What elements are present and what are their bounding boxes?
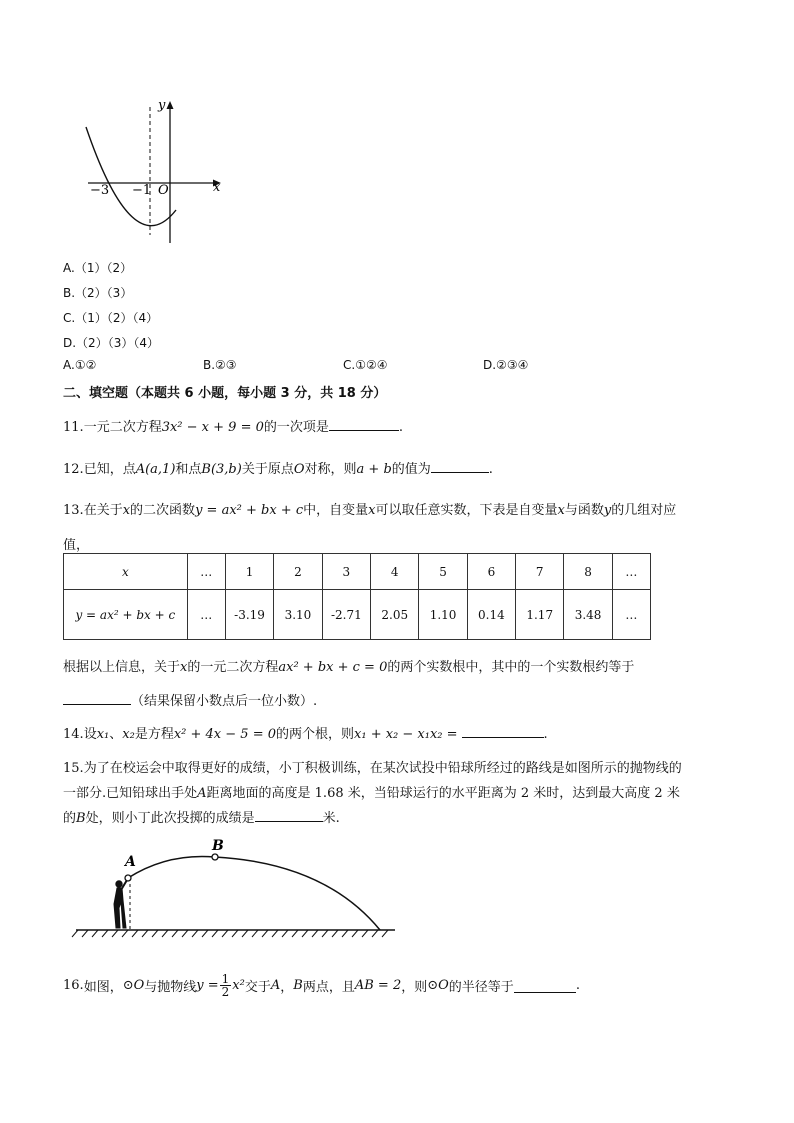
q15-text: 为了在校运会中取得更好的成绩，小丁积极训练，在某次试投中铅球所经过的路线是如图所示的抛物线的: [83, 761, 682, 776]
table-cell: 2.05: [371, 590, 419, 640]
q16-frac-numerator: 1: [221, 971, 230, 986]
q15-text: 距离地面的高度是 1.68 米，当铅球运行的水平距离为 2 米时，达到最大高度 2 米: [206, 786, 680, 801]
table-cell: …: [612, 590, 650, 640]
table-cell: 3.10: [274, 590, 322, 640]
q12-post: 的值为: [391, 462, 431, 477]
q11-number: 11.: [63, 420, 84, 435]
q16-text: 两点，且: [302, 979, 355, 995]
choice-d: D.②③④: [483, 358, 529, 372]
q13-text: 的几组对应: [611, 503, 677, 518]
q13-text: 中，自变量: [303, 503, 369, 518]
table-cell: -3.19: [225, 590, 273, 640]
q13-var-x: x: [180, 660, 188, 675]
q13-text: 在关于: [83, 503, 123, 518]
q16-point-b: B: [293, 977, 303, 993]
q15-text: 处，则小丁此次投掷的成绩是: [85, 811, 255, 826]
q13-var-x: x: [557, 503, 565, 518]
choice-c: C.①②④: [343, 358, 388, 372]
q16-end: .: [575, 977, 580, 993]
graph-tick-neg3: −3: [90, 183, 110, 198]
table-row: [64, 590, 651, 640]
q15-point-b: B: [76, 811, 86, 826]
q12-number: 12.: [63, 462, 84, 477]
q12-pre: 已知，点: [83, 462, 136, 477]
q11-end: .: [398, 420, 404, 435]
q11-pre: 一元二次方程: [83, 420, 162, 435]
q16-fraction: [220, 973, 232, 998]
point-b-marker: [212, 854, 218, 860]
fig-label-b: B: [212, 838, 224, 854]
q16-text: 与抛物线: [144, 979, 197, 995]
q12-mid3: 对称，则: [304, 462, 357, 477]
table-cell: x: [64, 554, 188, 590]
table-cell: y = ax² + bx + c: [64, 590, 188, 640]
q16-text: ，: [280, 979, 294, 995]
q12-end: .: [488, 462, 493, 477]
table-cell: 8: [564, 554, 612, 590]
ground-hatching: [72, 930, 388, 937]
q13-var-y: y: [603, 503, 612, 518]
table-cell: 1.17: [516, 590, 564, 640]
choice-a: A.①②: [63, 358, 97, 372]
option-d: D.（2）（3）（4）: [63, 336, 159, 350]
table-cell: 4: [371, 554, 419, 590]
q13-text: 与函数: [564, 503, 604, 518]
q13-text: 根据以上信息，关于: [63, 660, 181, 675]
q15-text: 的: [63, 811, 77, 826]
q13-equation: ax² + bx + c = 0: [278, 660, 388, 675]
q16-frac-denominator: 2: [221, 984, 230, 999]
graph-y-label: y: [158, 98, 166, 113]
q14-text: 是方程: [134, 727, 174, 742]
shot-put-figure: [70, 838, 400, 943]
q11-answer-blank[interactable]: [329, 430, 399, 431]
q14-text: 的两个根，则: [276, 727, 355, 742]
q14-text: 设: [83, 727, 97, 742]
option-c: C.（1）（2）（4）: [63, 311, 159, 325]
question-13-line2: 值，: [63, 538, 90, 553]
section-title: 二、填空题（本题共 6 小题，每小题 3 分，共 18 分）: [63, 386, 387, 401]
question-14: [63, 723, 548, 742]
question-15-line2: [63, 782, 680, 801]
q15-answer-blank[interactable]: [255, 821, 323, 822]
q13-var-x: x: [368, 503, 376, 518]
q15-text: 米.: [322, 811, 340, 826]
parabola-graph: [78, 95, 228, 247]
thrower-figure: [114, 880, 127, 928]
q16-number: 16.: [63, 977, 84, 993]
q11-equation: 3x² − x + 9 = 0: [161, 420, 264, 435]
table-cell: …: [612, 554, 650, 590]
q16-circle: ⊙O: [427, 977, 449, 993]
q13-text: 的二次函数: [130, 503, 196, 518]
graph-origin: O: [158, 183, 169, 198]
q16-ab: AB = 2: [354, 977, 402, 993]
table-cell: …: [187, 554, 225, 590]
q13-function: y = ax² + bx + c: [195, 503, 304, 518]
table-cell: 0.14: [467, 590, 515, 640]
q12-point-b: B(3,b): [201, 462, 242, 477]
q16-y-eq: y =: [196, 977, 219, 993]
q13-text: （结果保留小数点后一位小数）.: [131, 694, 318, 709]
q12-origin: O: [293, 462, 305, 477]
q15-point-a: A: [197, 786, 207, 801]
table-cell: 3: [322, 554, 370, 590]
q12-expr: a + b: [356, 462, 392, 477]
question-16: [63, 968, 580, 1002]
table-cell: 3.48: [564, 590, 612, 640]
table-cell: …: [187, 590, 225, 640]
q11-post: 的一次项是: [263, 420, 329, 435]
q12-answer-blank[interactable]: [431, 472, 489, 473]
table-cell: 1.10: [419, 590, 467, 640]
q14-equation: x² + 4x − 5 = 0: [173, 727, 276, 742]
q16-circle: ⊙O: [122, 977, 145, 993]
q13-answer-blank[interactable]: [63, 704, 131, 705]
q16-text: 交于: [244, 979, 271, 995]
q16-text: 如图，: [83, 979, 123, 995]
table-cell: 6: [467, 554, 515, 590]
q14-x2: x₂: [122, 727, 135, 742]
option-a: A.（1）（2）: [63, 261, 133, 275]
q14-number: 14.: [63, 727, 84, 742]
q15-text: 一部分.已知铅球出手处: [63, 786, 198, 801]
question-13-line3: [63, 656, 634, 675]
q14-x1: x₁: [96, 727, 110, 742]
q14-text: 、: [109, 727, 123, 742]
q13-var-x: x: [122, 503, 131, 518]
question-15-line1: [63, 757, 682, 776]
q16-text: ，则: [401, 979, 428, 995]
q16-text: 的半径等于: [448, 979, 514, 995]
table-cell: -2.71: [322, 590, 370, 640]
q16-x-squared: x²: [232, 977, 245, 993]
table-cell: 7: [516, 554, 564, 590]
question-13-line4: [63, 690, 317, 709]
point-a-marker: [125, 875, 131, 881]
table-row: [64, 554, 651, 590]
q13-text: 的一元二次方程: [187, 660, 279, 675]
q15-number: 15.: [63, 761, 84, 776]
value-table: [63, 553, 651, 640]
q16-answer-blank[interactable]: [514, 978, 576, 993]
graph-x-label: x: [213, 180, 221, 195]
q14-answer-blank[interactable]: [462, 737, 544, 738]
q14-expression: x₁ + x₂ − x₁x₂ =: [354, 727, 458, 742]
fig-label-a: A: [125, 854, 136, 870]
q12-mid: 和点: [175, 462, 202, 477]
table-cell: 2: [274, 554, 322, 590]
q14-end: .: [543, 727, 548, 742]
q12-mid2: 关于原点: [241, 462, 294, 477]
question-11: [63, 416, 403, 435]
q13-number: 13.: [63, 503, 84, 518]
question-12: [63, 458, 493, 477]
table-cell: 5: [419, 554, 467, 590]
q16-point-a: A: [270, 977, 281, 993]
graph-tick-neg1: −1: [132, 183, 152, 198]
table-cell: 1: [225, 554, 273, 590]
option-b: B.（2）（3）: [63, 286, 133, 300]
q12-point-a: A(a,1): [135, 462, 176, 477]
choice-b: B.②③: [203, 358, 237, 372]
question-15-line3: [63, 807, 340, 826]
q13-text: 可以取任意实数，下表是自变量: [375, 503, 558, 518]
q13-text: 的两个实数根中，其中的一个实数根约等于: [387, 660, 635, 675]
question-13-line1: [63, 499, 676, 518]
